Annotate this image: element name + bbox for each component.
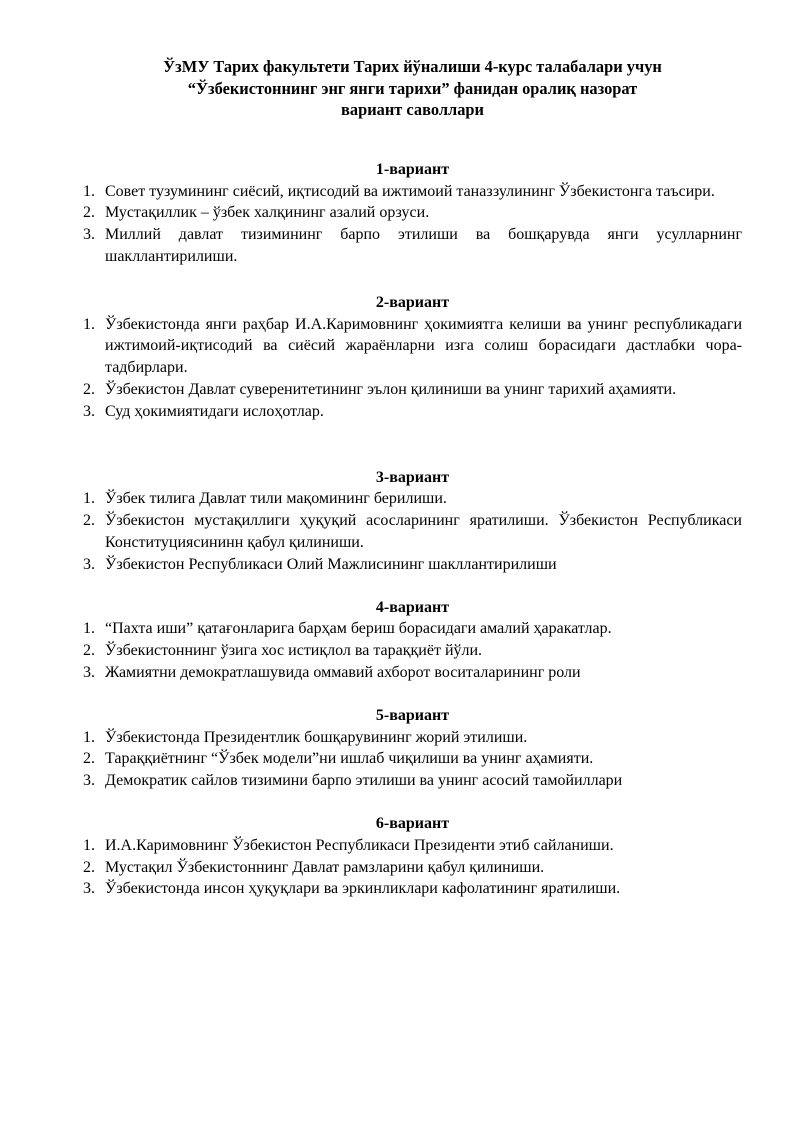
question-number: 1. (83, 182, 95, 200)
question-number: 2. (83, 380, 95, 398)
question-text: И.А.Каримовнинг Ўзбекистон Республикаси Президенти этиб сайланиши. (105, 836, 614, 854)
question-number: 1. (83, 728, 95, 746)
question-item (83, 857, 742, 879)
question-item (83, 770, 742, 792)
question-item (83, 878, 742, 900)
question-text: Миллий давлат тизимининг барпо этилиши ва бошқарувда янги усулларнинг шакллантирилиши. (105, 226, 742, 265)
variant-6 (83, 813, 742, 900)
variant-title: 1-вариант (375, 160, 450, 178)
variant-title: 5-вариант (375, 706, 450, 724)
variant-title: 2-вариант (375, 293, 450, 311)
question-list (83, 488, 742, 575)
question-text: Тараққиётнинг “Ўзбек модели”ни ишлаб чиқилиши ва унинг аҳамияти. (105, 750, 594, 768)
question-number: 1. (83, 620, 95, 638)
question-item (83, 748, 742, 770)
question-item (83, 181, 742, 203)
document-heading (83, 56, 742, 121)
question-item (83, 401, 742, 423)
question-number: 2. (83, 642, 95, 660)
variant-5 (83, 705, 742, 792)
question-text: Ўзбекистонда янги раҳбар И.А.Каримовнинг ҳокимиятга келиши ва унинг республикадаги ижтимоий-иқтисодий ва сиёсий жараёнларни изга солиш борасидаги дастлабки чора-тадбирлари. (105, 315, 742, 377)
variant-title: 4-вариант (375, 598, 450, 616)
question-text: “Пахта иши” қатағонларига барҳам бериш борасидаги амалий ҳаракатлар. (105, 620, 612, 638)
question-number: 2. (83, 858, 95, 876)
question-item (83, 554, 742, 576)
question-list (83, 181, 742, 268)
question-text: Суд ҳокимиятидаги ислоҳотлар. (105, 402, 324, 420)
heading-line-1: ЎзМУ Тарих факультети Тарих йўналиши 4-курс талабалари учун (163, 57, 662, 76)
question-text: Совет тузумининг сиёсий, иқтисодий ва ижтимоий таназзулининг Ўзбекистонга таъсири. (105, 182, 715, 200)
question-number: 2. (83, 750, 95, 768)
question-item (83, 640, 742, 662)
question-text: Ўзбекистон Давлат суверенитетининг эълон қилиниши ва унинг тарихий аҳамияти. (105, 380, 677, 398)
question-list (83, 314, 742, 423)
question-text: Ўзбекистон Республикаси Олий Мажлисининг шакллантирилиши (105, 555, 557, 573)
variant-4 (83, 597, 742, 684)
heading-line-3: вариант саволлари (341, 100, 484, 120)
question-text: Жамиятни демократлашувида оммавий ахборот воситаларининг роли (105, 663, 581, 681)
question-item (83, 488, 742, 510)
question-number: 1. (83, 836, 95, 854)
question-number: 3. (83, 880, 95, 898)
question-item (83, 314, 742, 379)
question-number: 3. (83, 555, 95, 573)
question-item (83, 618, 742, 640)
question-text: Мустақил Ўзбекистоннинг Давлат рамзларини қабул қилиниши. (105, 858, 545, 876)
question-text: Ўзбекистон мустақиллиги ҳуқуқий асосларининг яратилиши. Ўзбекистон Республикаси Конституциясининн қабул қилиниши. (105, 512, 742, 551)
question-text: Ўзбекистонда инсон ҳуқуқлари ва эркинликлари кафолатининг яратилиши. (105, 880, 621, 898)
question-item (83, 662, 742, 684)
question-text: Демократик сайлов тизимини барпо этилиши ва унинг асосий тамойиллари (105, 772, 623, 790)
question-number: 3. (83, 772, 95, 790)
question-number: 2. (83, 204, 95, 222)
heading-line-2: “Ўзбекистоннинг энг янги тарихи” фанидан оралиқ назорат (187, 78, 638, 98)
variant-title: 6-вариант (375, 814, 450, 832)
question-item (83, 379, 742, 401)
question-text: Ўзбекистонда Президентлик бошқарувининг жорий этилиши. (105, 728, 528, 746)
question-item (83, 727, 742, 749)
question-number: 3. (83, 226, 95, 244)
question-list (83, 835, 742, 900)
question-text: Ўзбекистоннинг ўзига хос истиқлол ва тараққиёт йўли. (105, 642, 483, 660)
question-number: 2. (83, 512, 95, 530)
variant-2 (83, 292, 742, 423)
question-item (83, 224, 742, 268)
question-item (83, 835, 742, 857)
variant-title: 3-вариант (375, 468, 450, 486)
question-list (83, 618, 742, 683)
question-list (83, 727, 742, 792)
document-page (83, 56, 742, 900)
variant-3 (83, 467, 742, 576)
variant-1 (83, 159, 742, 268)
question-item (83, 202, 742, 224)
question-number: 1. (83, 490, 95, 508)
question-text: Мустақиллик – ўзбек халқининг азалий орзуси. (105, 204, 430, 222)
question-text: Ўзбек тилига Давлат тили мақомининг берилиши. (105, 490, 447, 508)
question-number: 3. (83, 402, 95, 420)
question-number: 1. (83, 315, 95, 333)
question-number: 3. (83, 663, 95, 681)
question-item (83, 510, 742, 554)
